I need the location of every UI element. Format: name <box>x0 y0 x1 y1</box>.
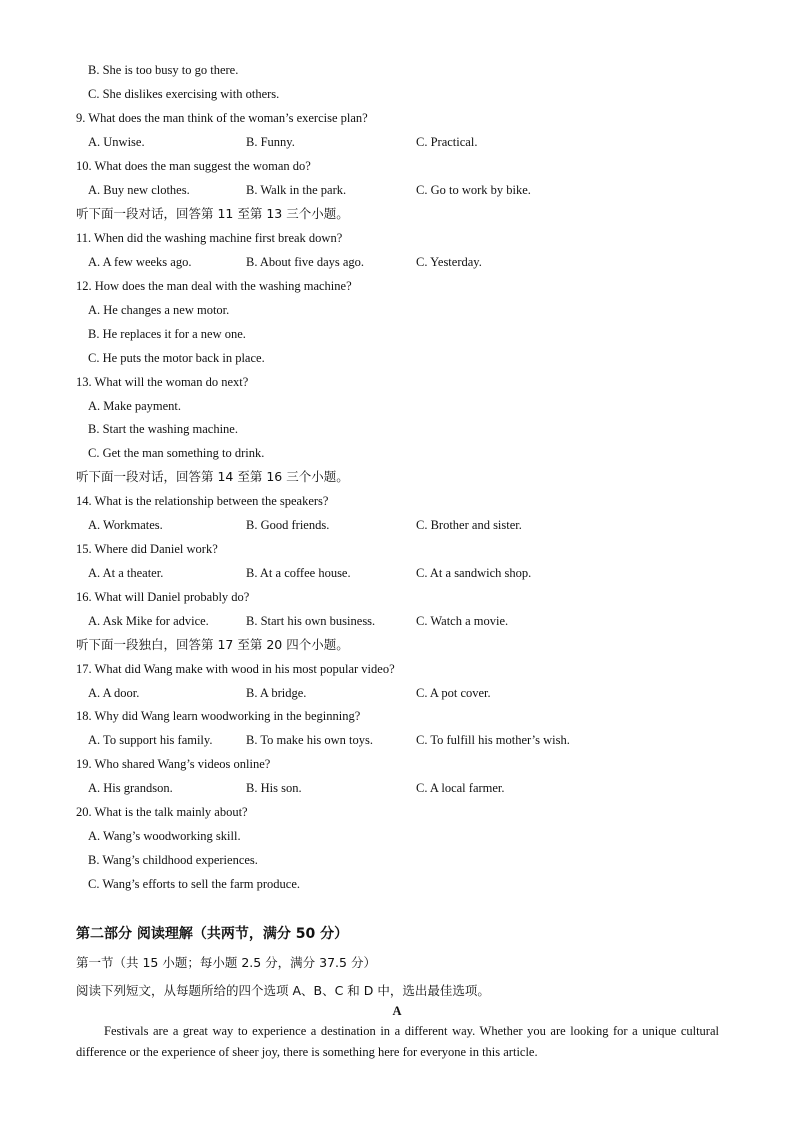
q10-option-a: A. Buy new clothes. <box>88 183 190 197</box>
q14-option-c: C. Brother and sister. <box>416 518 522 532</box>
q16-option-a: A. Ask Mike for advice. <box>88 614 209 628</box>
instruction-17-20: 听下面一段独白，回答第 17 至第 20 四个小题。 <box>76 637 349 652</box>
q18-option-b: B. To make his own toys. <box>246 733 374 747</box>
q9-question: 9. What does the man think of the woman’s exercise plan? <box>76 111 368 125</box>
q12-option-c: C. He puts the motor back in place. <box>88 351 265 365</box>
q11-option-b: B. About five days ago. <box>246 255 365 269</box>
q12-option-a: A. He changes a new motor. <box>88 303 230 317</box>
q12-option-b: B. He replaces it for a new one. <box>88 327 246 341</box>
q20-option-b: B. Wang’s childhood experiences. <box>88 853 258 867</box>
q15-option-a: A. At a theater. <box>88 566 164 580</box>
q18-question: 18. Why did Wang learn woodworking in the beginning? <box>76 709 361 723</box>
q20-question: 20. What is the talk mainly about? <box>76 805 248 819</box>
q14-option-b: B. Good friends. <box>246 518 330 532</box>
q11-question: 11. When did the washing machine first break down? <box>76 231 343 245</box>
q8-option-b: B. She is too busy to go there. <box>88 63 239 77</box>
q20-option-a: A. Wang’s woodworking skill. <box>88 829 241 843</box>
q16-option-b: B. Start his own business. <box>246 614 376 628</box>
q17-option-a: A. A door. <box>88 686 140 700</box>
q8-option-c: C. She dislikes exercising with others. <box>88 87 280 101</box>
q19-option-b: B. His son. <box>246 781 302 795</box>
q11-option-c: C. Yesterday. <box>416 255 482 269</box>
q17-option-b: B. A bridge. <box>246 686 307 700</box>
q10-option-b: B. Walk in the park. <box>246 183 347 197</box>
q13-option-b: B. Start the washing machine. <box>88 422 238 436</box>
q16-question: 16. What will Daniel probably do? <box>76 590 250 604</box>
q19-question: 19. Who shared Wang’s videos online? <box>76 757 271 771</box>
q10-option-c: C. Go to work by bike. <box>416 183 531 197</box>
q13-question: 13. What will the woman do next? <box>76 375 249 389</box>
instruction-14-16: 听下面一段对话，回答第 14 至第 16 三个小题。 <box>76 469 349 484</box>
reading-directions: 阅读下列短文，从每题所给的四个选项 A、B、C 和 D 中，选出最佳选项。 <box>76 983 490 998</box>
q12-question: 12. How does the man deal with the washing machine? <box>76 279 352 293</box>
q18-option-a: A. To support his family. <box>88 733 213 747</box>
q17-option-c: C. A pot cover. <box>416 686 491 700</box>
q14-option-a: A. Workmates. <box>88 518 163 532</box>
q15-option-c: C. At a sandwich shop. <box>416 566 532 580</box>
passage-label: A <box>392 1004 402 1018</box>
q18-option-c: C. To fulfill his mother’s wish. <box>416 733 570 747</box>
q20-option-c: C. Wang’s efforts to sell the farm produce. <box>88 877 301 891</box>
passage-paragraph: Festivals are a great way to experience a destination in a different way. Whether you are looking for a unique cultural difference or the experience of sheer joy, there is something here for everyone in this article. <box>76 1024 719 1059</box>
q9-option-b: B. Funny. <box>246 135 295 149</box>
q15-option-b: B. At a coffee house. <box>246 566 351 580</box>
q14-question: 14. What is the relationship between the speakers? <box>76 494 329 508</box>
instruction-11-13: 听下面一段对话，回答第 11 至第 13 三个小题。 <box>76 206 349 221</box>
part2-title: 第二部分 阅读理解（共两节，满分 50 分） <box>76 926 349 942</box>
q16-option-c: C. Watch a movie. <box>416 614 509 628</box>
q13-option-a: A. Make payment. <box>88 399 182 413</box>
q9-option-c: C. Practical. <box>416 135 478 149</box>
q10-question: 10. What does the man suggest the woman do? <box>76 159 311 173</box>
q15-question: 15. Where did Daniel work? <box>76 542 218 556</box>
q19-option-a: A. His grandson. <box>88 781 173 795</box>
q19-option-c: C. A local farmer. <box>416 781 505 795</box>
section1-heading: 第一节（共 15 小题；每小题 2.5 分，满分 37.5 分） <box>76 955 376 970</box>
q11-option-a: A. A few weeks ago. <box>88 255 192 269</box>
q17-question: 17. What did Wang make with wood in his most popular video? <box>76 662 395 676</box>
q13-option-c: C. Get the man something to drink. <box>88 446 265 460</box>
q9-option-a: A. Unwise. <box>88 135 145 149</box>
